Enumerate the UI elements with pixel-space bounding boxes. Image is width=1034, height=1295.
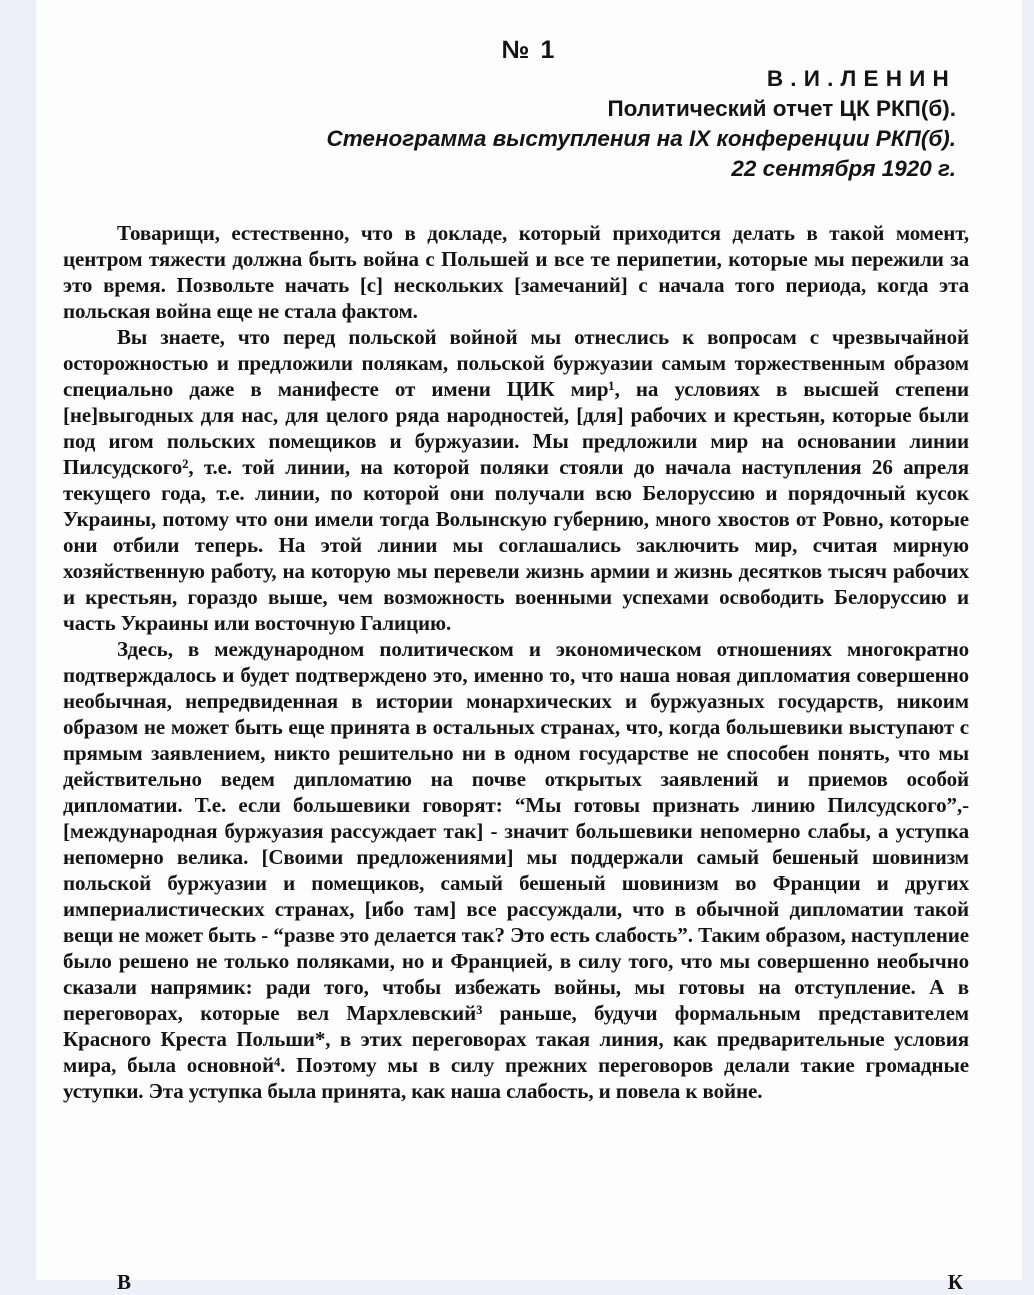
- body-paragraph: Здесь, в международном политическом и экономическом отношениях многократно подтверждалось и будет подтверждено это, именно то, что наша новая дипломатия совершенно необычная, непредвиденная в истории монархических и буржуазных государств, никоим образом не может быть еще принята в остальных странах, что, когда большевики выступают с прямым заявлением, никто решительно ни в одном государстве не способен понять, что мы действительно ведем дипломатию на почве открытых заявлений и приемов особой дипломатии. Т.е. если большевики говорят: “Мы готовы признать линию Пилсудского”,- [международная буржуазия рассуждает так] - значит большевики непомерно слабы, а уступка непомерно велика. [Своими предложениями] мы поддержали самый бешеный шовинизм польской буржуазии и помещиков, самый бешеный шовинизм во Франции и других империалистических странах, [ибо там] все рассуждали, что в обычной дипломатии такой вещи не может быть - “разве это делается так? Это есть слабость”. Таким образом, наступление было решено не только поляками, но и Францией, в силу того, что мы совершенно необычно сказали напрямик: ради того, чтобы избежать войны, мы готовы на отступление. А в переговорах, которые вел Мархлевский³ раньше, будучи формальным представителем Красного Креста Польши*, в этих переговорах такая линия, как предварительные условия мира, была основной⁴. Поэтому мы в силу прежних переговоров делали такие громадные уступки. Эта уступка была принята, как наша слабость, и повела к войне.: [63, 637, 969, 1103]
- author-name: В.И.ЛЕНИН: [766, 66, 956, 91]
- document-date: 22 сентября 1920 г.: [731, 156, 956, 181]
- document-body: [63, 220, 969, 1104]
- document-header: [326, 64, 956, 184]
- document-title: Политический отчет ЦК РКП(б).: [607, 96, 956, 121]
- clipped-next-paragraph: [63, 1269, 969, 1294]
- clipped-text-fragment: В: [117, 1270, 132, 1294]
- scanned-document-page: [36, 0, 1022, 1294]
- document-number: № 1: [501, 36, 557, 64]
- clipped-text-fragment: К: [947, 1270, 963, 1294]
- body-paragraph: Вы знаете, что перед польской войной мы отнеслись к вопросам с чрезвычайной осторожностью и предложили полякам, польской буржуазии самым торжественным образом специально даже в манифесте от имени ЦИК мир¹, на условиях в высшей степени [не]выгодных для нас, для целого ряда народностей, [для] рабочих и крестьян, которые были под игом польских помещиков и буржуазии. Мы предложили мир на основании линии Пилсудского², т.е. той линии, на которой поляки стояли до начала наступления 26 апреля текущего года, т.е. линии, по которой они получали всю Белоруссию и порядочный кусок Украины, потому что они имели тогда Волынскую губернию, много хвостов от Ровно, которые они отбили теперь. На этой линии мы соглашались заключить мир, считая мирную хозяйственную работу, на которую мы перевели жизнь армии и жизнь десятков тысяч рабочих и крестьян, гораздо выше, чем возможность военными успехами освободить Белоруссию и часть Украины или восточную Галицию.: [63, 325, 969, 635]
- document-subtitle: Стенограмма выступления на IX конференции РКП(б).: [326, 126, 956, 151]
- body-paragraph: Товарищи, естественно, что в докладе, который приходится делать в такой момент, центром тяжести должна быть война с Польшей и все те перипетии, которые мы пережили за это время. Позвольте начать [с] нескольких [замечаний] с начала того периода, когда эта польская война еще не стала фактом.: [63, 221, 969, 323]
